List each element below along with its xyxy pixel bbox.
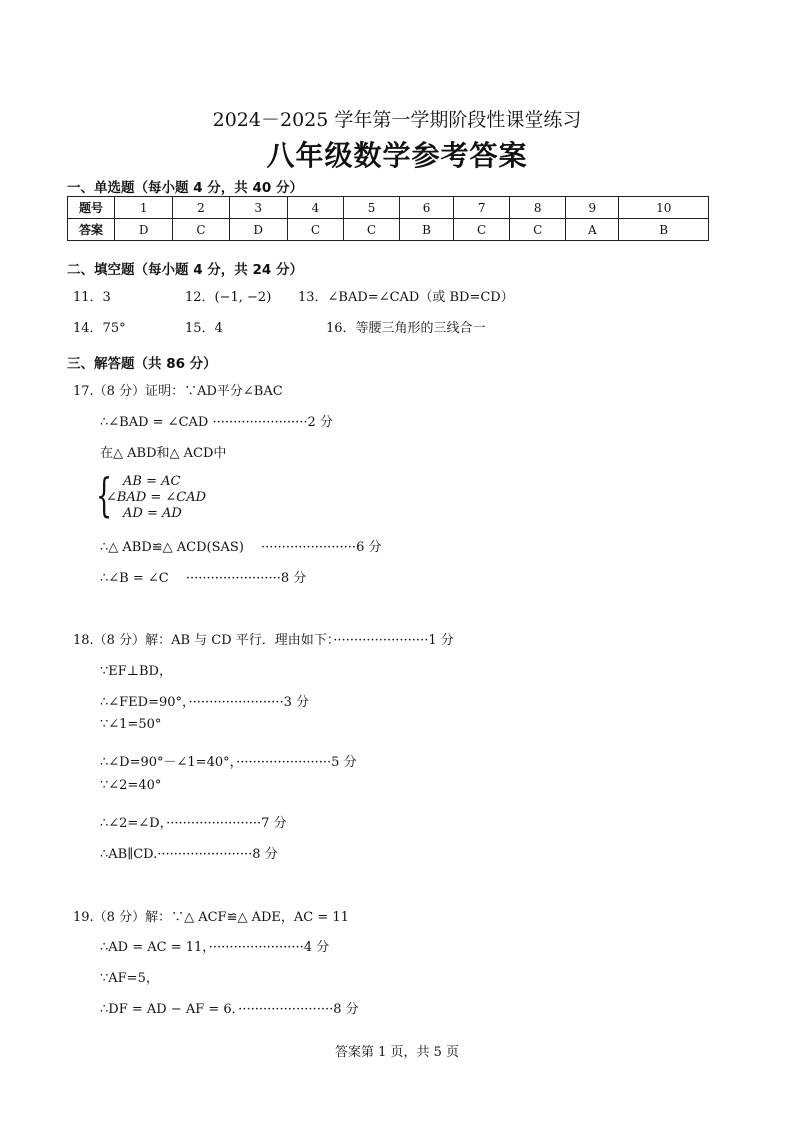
section2-heading: 二、填空题（每小题 4 分，共 24 分） bbox=[67, 262, 303, 278]
document-subtitle: 八年级数学参考答案 bbox=[266, 139, 528, 172]
q19-line: ∴DF = AD − AF = 6．·······················8 分 bbox=[100, 1002, 359, 1017]
table-cell: D bbox=[229, 219, 287, 241]
q18-line: ∴∠2=∠D，·······················7 分 bbox=[100, 816, 287, 831]
q18-line: ∵EF⊥BD， bbox=[100, 664, 172, 679]
q17-line: 17.（8 分）证明：∵AD平分∠BAC bbox=[73, 384, 283, 399]
q17-line: 在△ ABD和△ ACD中 bbox=[100, 446, 227, 461]
q17-line: ∴△ ABD≌△ ACD(SAS) ·······················6 分 bbox=[100, 540, 382, 555]
condition-line: ∠BAD = ∠CAD bbox=[106, 490, 207, 505]
fill-answer-11: 11．3 bbox=[73, 290, 111, 305]
q18-line: ∵∠1=50° bbox=[100, 717, 162, 732]
table-cell: C bbox=[510, 219, 566, 241]
table-cell: 3 bbox=[229, 197, 287, 219]
q19-line: ∵AF=5， bbox=[100, 971, 159, 986]
q17-line: ∴∠BAD = ∠CAD ·······················2 分 bbox=[100, 415, 333, 430]
table-cell: 6 bbox=[400, 197, 454, 219]
q18-line: ∴AB∥CD.·······················8 分 bbox=[100, 847, 278, 862]
congruence-conditions bbox=[106, 474, 206, 522]
q18-line: ∴∠FED=90°，·······················3 分 bbox=[100, 695, 309, 710]
table-cell: 10 bbox=[619, 197, 709, 219]
document-title: 2024－2025 学年第一学期阶段性课堂练习 bbox=[212, 109, 582, 131]
system-brace: { bbox=[96, 468, 113, 522]
condition-line: AD = AD bbox=[123, 506, 182, 521]
table-cell: 1 bbox=[115, 197, 173, 219]
q19-line: 19.（8 分）解：∵△ ACF≌△ ADE，AC = 11 bbox=[73, 910, 349, 925]
table-cell: 8 bbox=[510, 197, 566, 219]
fill-answer-14: 14．75° bbox=[73, 321, 126, 336]
table-header-number: 题号 bbox=[68, 197, 115, 219]
table-cell: 2 bbox=[173, 197, 229, 219]
table-cell: B bbox=[619, 219, 709, 241]
q19-line: ∴AD = AC = 11，·······················4 分 bbox=[100, 940, 330, 955]
table-cell: 5 bbox=[344, 197, 400, 219]
table-cell: 4 bbox=[287, 197, 343, 219]
section3-heading: 三、解答题（共 86 分） bbox=[67, 356, 217, 372]
q18-line: 18.（8 分）解：AB 与 CD 平行．理由如下：·······················1 分 bbox=[73, 633, 454, 648]
table-cell: C bbox=[173, 219, 229, 241]
table-cell: C bbox=[287, 219, 343, 241]
table-row-answers bbox=[68, 219, 709, 241]
table-cell: D bbox=[115, 219, 173, 241]
q17-line: ∴∠B = ∠C ·······················8 分 bbox=[100, 571, 307, 586]
table-cell: C bbox=[344, 219, 400, 241]
q18-line: ∵∠2=40° bbox=[100, 778, 162, 793]
fill-answer-15: 15．4 bbox=[185, 321, 223, 336]
fill-answer-16: 16．等腰三角形的三线合一 bbox=[326, 321, 486, 336]
table-cell: A bbox=[566, 219, 619, 241]
table-cell: C bbox=[454, 219, 510, 241]
q18-line: ∴∠D=90°－∠1=40°，·······················5 分 bbox=[100, 755, 357, 770]
table-row-numbers bbox=[68, 197, 709, 219]
fill-answer-12: 12．(−1, −2) bbox=[185, 290, 272, 305]
page-footer: 答案第 1 页，共 5 页 bbox=[334, 1045, 460, 1060]
table-cell: 9 bbox=[566, 197, 619, 219]
section1-heading: 一、单选题（每小题 4 分，共 40 分） bbox=[67, 180, 303, 196]
table-header-answer: 答案 bbox=[68, 219, 115, 241]
table-cell: 7 bbox=[454, 197, 510, 219]
condition-line: AB = AC bbox=[123, 474, 181, 489]
table-cell: B bbox=[400, 219, 454, 241]
answer-table bbox=[67, 196, 709, 241]
fill-answer-13: 13．∠BAD=∠CAD（或 BD=CD） bbox=[298, 290, 514, 305]
